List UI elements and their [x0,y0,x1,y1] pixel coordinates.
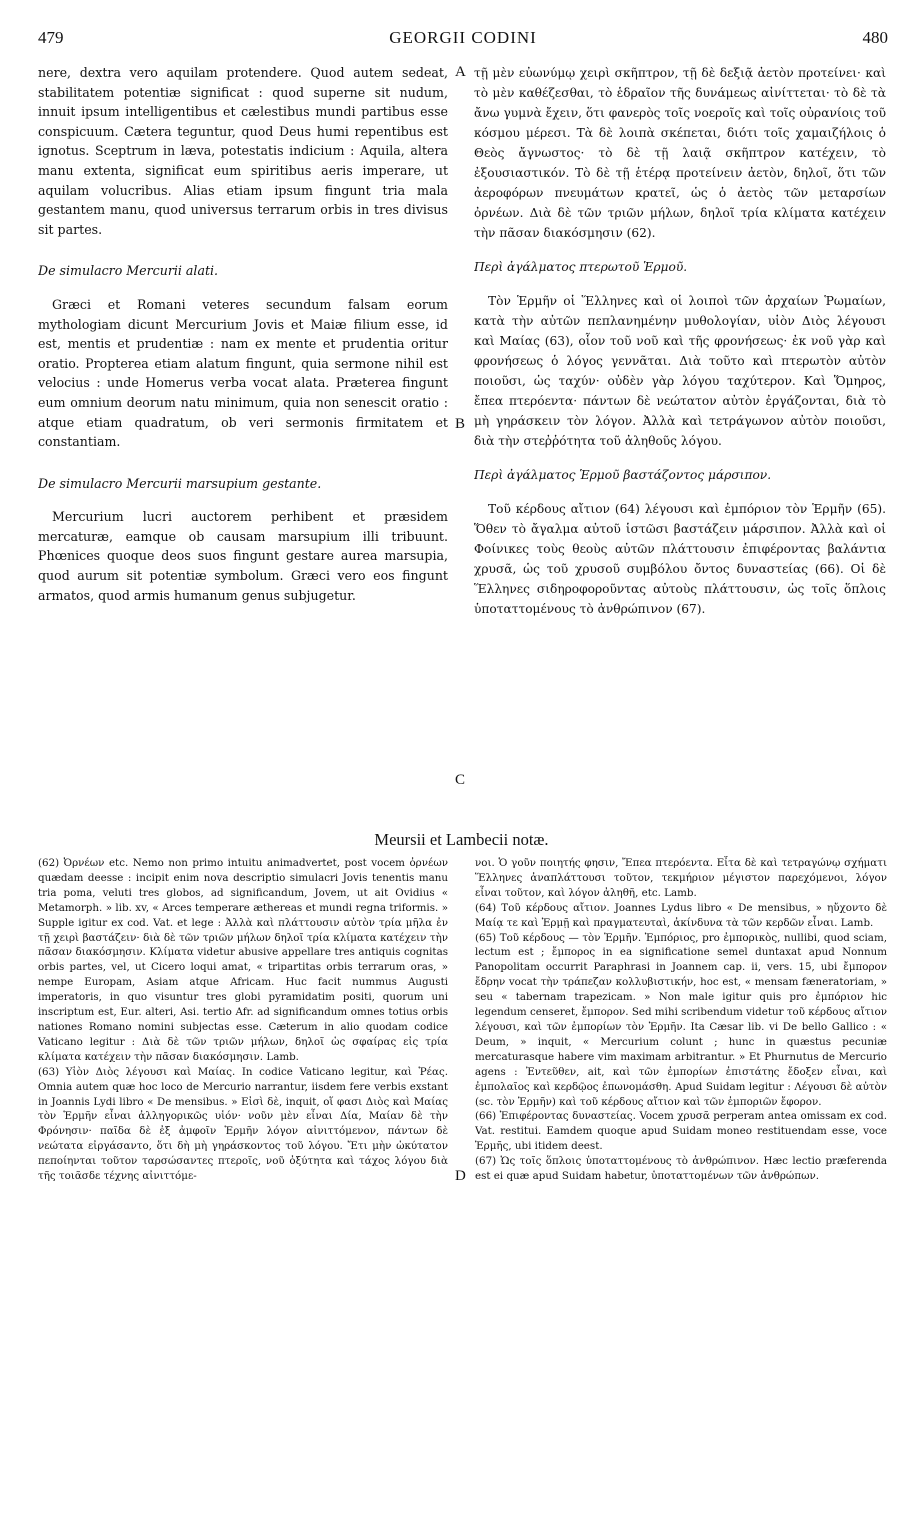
page-number-left: 479 [38,28,64,47]
note-65: (65) Τοῦ κέρδους — τὸν Ἑρμῆν. Ἐμπόριος, pro ἐμπορικὸς, nullibi, quod sciam, lectum est ; ἔμπορος in ea significatione semel duntaxat apud Nonnum Panopolitam occurrit Paraphrasi in Joannem cap. ii, vers. 15, ubi ἔμπορον ἔδρην vocat τὴν τράπεζαν κολλυβιστικήν, hoc est, « mensam fæneratoriam, » seu « tabernam trapezicam. » Non male igitur quis pro ἐμπόριον hic legendum censeret, ἔμπορον. Sed mihi scribendum videtur τοῦ κέρδους αἴτιον λέγουσι, καὶ τῶν ἐμπορίων τὸν Ἑρμῆν. Ita Cæsar lib. vi De bello Gallico : « Deum, » inquit, « Mercurium colunt ; hunc in quæstus pecuniæ mercaturasque habere vim maximam arbitrantur. » Et Phurnutus de Mercurio agens : Ἐντεῦθεν, ait, καὶ τῶν ἐμπορίων ἐπιστάτης ἔδοξεν εἶναι, καὶ ἐμπολαῖος καὶ κερδῷος ἐπωνομάσθη. Apud Suidam legitur : Λέγουσι δὲ αὐτὸν (sc. τὸν Ἑρμῆν) καὶ τοῦ κέρδους αἴτιον καὶ τῶν ἐμποριῶν ἔφορον. [475,931,887,1108]
notes-right-column [475,856,887,1516]
note-67: (67) Ὡς τοῖς ὅπλοις ὑποταττομένους τὸ ἀνθρώπινον. Hæc lectio præferenda est ei quæ apud Suidam habetur, ὑποταττομένων τῶν ἀνθρώπων. [475,1155,887,1183]
greek-paragraph-jupiter: τῇ μὲν εὐωνύμῳ χειρὶ σκῆπτρον, τῇ δὲ δεξιᾷ ἀετὸν προτείνει· καὶ τὸ μὲν καθέζεσθαι, τὸ ἑδραῖον τῆς δυνάμεως αἰνίττεται· τὸ δὲ τὰ ἄνω γυμνὰ ἔχειν, ὅτι φανερὸς τοῖς νοεροῖς καὶ τοῖς οὐρανίοις τοῦ κόσμου μέρεσι. Τὰ δὲ λοιπὰ σκέπεται, διότι τοῖς χαμαιζήλοις ὁ Θεὸς ἄγνωστος· τὸ δὲ τῇ λαιᾷ σκῆπτρον κατέχειν, τὸ ἐξουσιαστικόν. Τὸ δὲ τῇ ἑτέρᾳ προτείνειν ἀετὸν, δηλοῖ, ὅτι τῶν ἀεροφόρων πνευμάτων κρατεῖ, ὡς ὁ ἀετὸς τῶν μεταρσίων ὀρνέων. Διὰ δὲ τῶν τριῶν μήλων, δηλοῖ τρία κλίματα κατέχειν τὴν πᾶσαν διακόσμησιν (62). [474,66,886,240]
greek-column [474,63,886,808]
latin-column [38,63,448,785]
margin-letter-c: C [455,772,466,788]
greek-paragraph-mercury-purse: Τοῦ κέρδους αἴτιον (64) λέγουσι καὶ ἐμπόριον τὸν Ἑρμῆν (65). Ὅθεν τὸ ἄγαλμα αὐτοῦ ἱστῶσι βαστάζειν μάρσιπον. Ἀλλὰ καὶ οἱ Φοίνικες τοὺς θεοὺς αὐτῶν πλάττουσιν ἐπιφέροντας βαλάντια χρυσᾶ, ὡς τοῦ χρυσοῦ συμβόλου ὄντος δυναστείας (66). Οἱ δὲ Ἕλληνες σιδηροφοροῦντας αὐτοὺς πλάττουσιν, ὡς τοῖς ὅπλοις ὑποταττομένους τὸ ἀνθρώπινον (67). [474,502,886,616]
page-header [38,28,888,58]
greek-heading-mercury-winged: Περὶ ἀγάλματος πτερωτοῦ Ἑρμοῦ. [474,260,688,274]
margin-letter-d: D [455,1168,466,1184]
latin-heading-mercury-purse: De simulacro Mercurii marsupium gestante. [38,475,322,491]
note-66: (66) Ἐπιφέροντας δυναστείας. Vocem χρυσᾶ perperam antea omissam ex cod. Vat. restitui. Eamdem quoque apud Suidam moneo restituendam esse, voce Ἑρμῆς, ubi itidem deest. [475,1110,887,1153]
latin-paragraph-mercury-purse: Mercurium lucri auctorem perhibent et præsidem mercaturæ, eamque ob causam marsupium illi tribuunt. Phœnices quoque deos suos fingunt gestare aurea marsupia, quod aurum sit potentiæ symbolum. Græci vero eos fingunt armatos, quod armis humanum genus subjugetur. [38,509,448,603]
latin-paragraph-jupiter: nere, dextra vero aquilam protendere. Quod autem sedeat, stabilitatem potentiæ significat : quod superne sit nudum, innuit ipsum intelligentibus et cælestibus mundi partibus esse conspicuum. Cætera teguntur, quod Deus humi repentibus est ignotus. Sceptrum in læva, potestatis indicium : Aquila, altera manu extenta, significat eum spiritibus aeris imperare, ut aquilam volucribus. Alias etiam ipsum fingunt tria mala gestantem manu, quod universus terrarum orbis in tres divisus sit partes. [38,65,448,237]
note-62: (62) Ὀρνέων etc. Nemo non primo intuitu animadvertet, post vocem ὀρνέων quædam deesse : incipit enim nova descriptio simulacri Jovis tenentis manu tria poma, veluti tres globos, ad significandum, Jovem, ut ait Ovidius « Metamorph. » lib. xv, « Arces temperare æthereas et mundi regna triformis. » Supple igitur ex cod. Vat. et lege : Ἀλλὰ καὶ πλάττουσιν αὐτὸν τρία μῆλα ἐν τῇ χειρὶ βαστάζειν· διὰ δὲ τῶν τριῶν μήλων δηλοῖ τρία κλίματα κατέχειν τὴν πᾶσαν διακόσμησιν. Κλίματα videtur abusive appellare tres antiquis cognitas orbis partes, vel, ut Cicero loqui amat, « tripartitas orbis terrarum oras, » nempe Europam, Asiam atque Africam. Huc facit nummus Augusti imperatoris, in quo visuntur tres globi pyramidatim positi, quorum uni inscriptum est, Eur. alteri, Asi. tertio Afr. ad significandum omnes totius orbis nationes Romano nomini subjectas esse. Cæterum in alio quodam codice Vaticano legitur : Διὰ δὲ τῶν τριῶν μήλων, δηλοῖ ὡς σφαίρας εἰς τρία κλίματα κατέχειν τὴν πᾶσαν διακόσμησιν. Lamb. [38,857,448,1063]
notes-title: Meursii et Lambecii notæ. [374,830,549,849]
note-63: (63) Υἱὸν Διὸς λέγουσι καὶ Μαίας. In codice Vaticano legitur, καὶ Ῥέας. Omnia autem quæ hoc loco de Mercurio narrantur, iisdem fere verbis exstant in Joannis Lydi libro « De mensibus. » Εἰσὶ δὲ, inquit, οἵ φασι Διὸς καὶ Μαίας τὸν Ἑρμῆν εἶναι ἀλληγορικῶς υἱόν· νοῦν μὲν εἶναι Δία, Μαίαν δὲ τὴν Φρόνησιν· παῖδα δὲ ἐξ ἀμφοῖν Ἑρμῆν λόγον αἰνιττόμενον, πάντων δὲ νεώτατα εἰργάσαντο, ὅτι δὴ μὴ γηράσκοντος τοῦ λόγου. Ἔτι μὴν ὠκύτατον πεποίηνται τοῦτον ταρσώσαντες πτεροῖς, νοῦ ὀξύτητα καὶ τάχος λόγου διὰ τῆς τοιᾶσδε τέχνης αἰνιττόμε- [38,1065,448,1183]
margin-letter-b: B [455,416,466,432]
latin-paragraph-mercury-winged: Græci et Romani veteres secundum falsam eorum mythologiam dicunt Mercurium Jovis et Maiæ filium esse, id est, mentis et prudentiæ : nam ex mente et prudentia oritur oratio. Propterea etiam alatum fingunt, quia sermone nihil est velocius : unde Homerus verba vocat alata. Præterea fingunt eum omnium deorum natu minimum, quia non senescit oratio : atque etiam quadratum, ob veri sermonis firmitatem et constantiam. [38,296,448,450]
note-64: (64) Τοῦ κέρδους αἴτιον. Joannes Lydus libro « De mensibus, » ηὔχοντο δὲ Μαίᾳ τε καὶ Ἑρμῇ καὶ πραγματευταὶ, ἀκίνδυνα τὰ τῶν κερδῶν εἶναι. Lamb. [475,901,887,929]
running-title: GEORGII CODINI [389,28,537,47]
note-63-continued: νοι. Ὁ γοῦν ποιητής φησιν, Ἔπεα πτερόεντα. Εἶτα δὲ καὶ τετραγώνῳ σχήματι Ἕλληνες ἀναπλάττουσι τοῦτον, τεκμήριον μέγιστον παρεχόμενοι, λόγον εἶναι τοῦτον, καὶ λόγον ἀληθῆ, etc. Lamb. [475,857,887,899]
notes-left-column [38,856,448,1526]
greek-heading-mercury-purse: Περὶ ἀγάλματος Ἑρμοῦ βαστάζοντος μάρσιπον. [474,468,772,482]
latin-heading-mercury-winged: De simulacro Mercurii alati. [38,263,219,279]
margin-letter-a: A [455,64,466,80]
greek-paragraph-mercury-winged: Τὸν Ἑρμῆν οἱ Ἕλληνες καὶ οἱ λοιποὶ τῶν ἀρχαίων Ῥωμαίων, κατὰ τὴν αὐτῶν πεπλανημένην μυθολογίαν, υἱὸν Διὸς λέγουσι καὶ Μαίας (63), οἷον τοῦ νοῦ καὶ τῆς φρονήσεως· ἐκ νοῦ γὰρ καὶ φρονήσεως ὁ λόγος γεννᾶται. Διὰ τοῦτο καὶ πτερωτὸν αὐτὸν ποιοῦσι, ὡς ταχύν· οὐδὲν γὰρ λόγου ταχύτερον. Καὶ Ὅμηρος, ἔπεα πτερόεντα· πάντων δὲ νεώτατον αὐτὸν ἐργάζονται, διὰ τὸ μὴ γηράσκειν τὸν λόγον. Ἀλλὰ καὶ τετράγωνον αὐτὸν ποιοῦσι, διὰ τὴν στεῤῥότητα τοῦ ἀληθοῦς λόγου. [474,294,886,448]
page-number-right: 480 [862,28,888,47]
